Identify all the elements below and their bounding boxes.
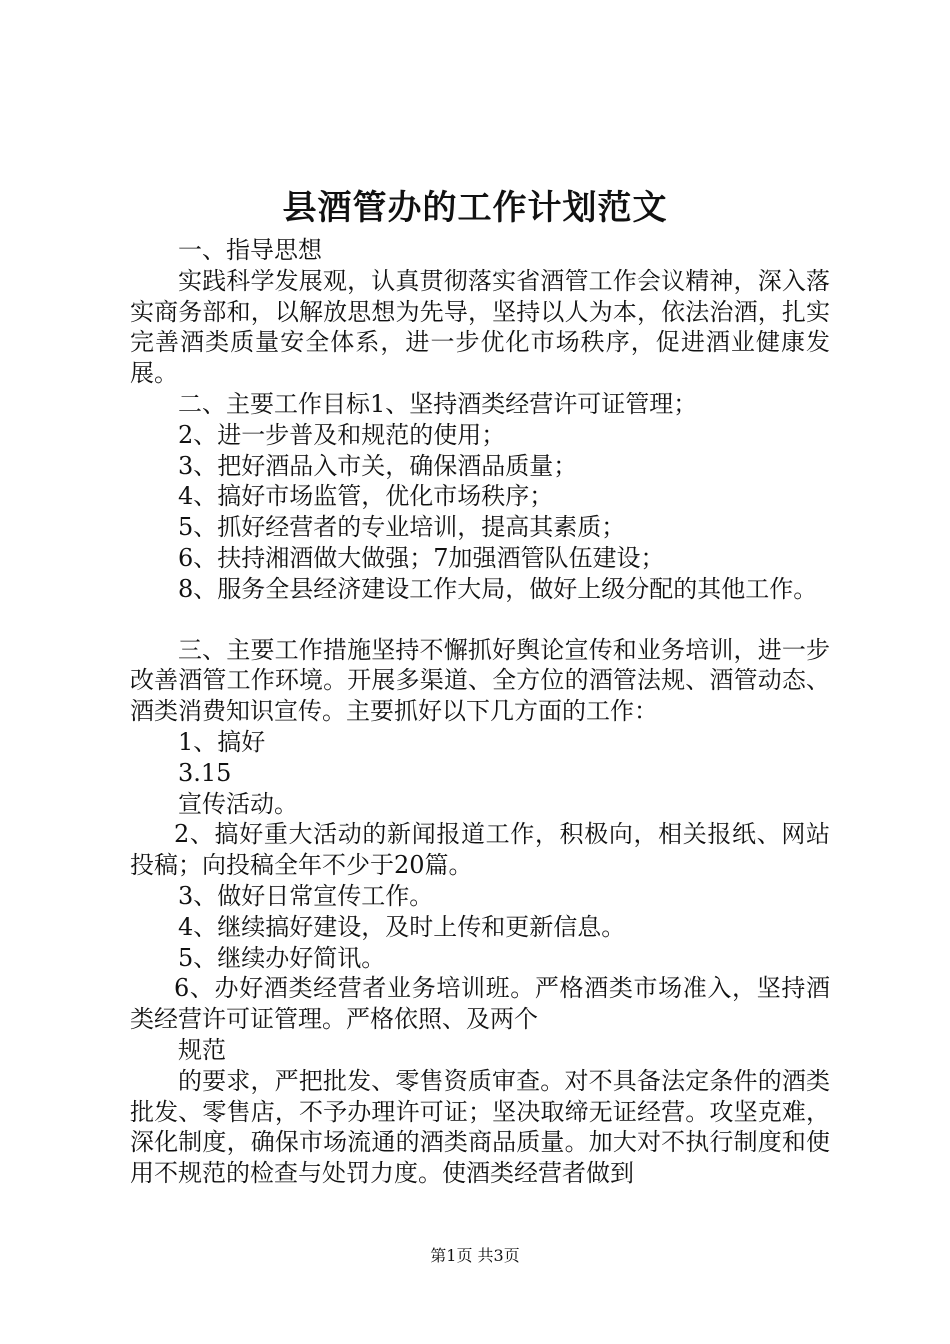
list-item: 2、进一步普及和规范的使用； bbox=[178, 420, 506, 449]
paragraph: 的要求，严把批发、零售资质审查。对不具备法定条件的酒类批发、零售店，不予办理许可证；坚决取缔无证经营。攻坚克难，深化制度，确保市场流通的酒类商品质量。加大对不执行制度和使用不规范的检查与处罚力度。使酒类经营者做到 bbox=[130, 1066, 830, 1188]
list-item: 2、搞好重大活动的新闻报道工作，积极向，相关报纸、网站投稿；向投稿全年不少于20篇。 bbox=[130, 820, 830, 880]
section-heading-guiding-thought: 一、指导思想 bbox=[178, 236, 322, 264]
list-item: 5、抓好经营者的专业培训，提高其素质； bbox=[178, 513, 626, 542]
list-item: 6、办好酒类经营者业务培训班。严格酒类市场准入，坚持酒类经营许可证管理。严格依照、及两个 bbox=[130, 974, 830, 1034]
list-item: 4、继续搞好建设，及时上传和更新信息。 bbox=[178, 912, 626, 941]
paragraph: 3.15 bbox=[178, 758, 232, 787]
section-heading-measures: 三、主要工作措施坚持不懈抓好舆论宣传和业务培训，进一步改善酒管工作环境。开展多渠道、全方位的酒管法规、酒管动态、酒类消费知识宣传。主要抓好以下几方面的工作： bbox=[130, 635, 830, 726]
list-item: 3、把好酒品入市关，确保酒品质量； bbox=[178, 451, 578, 480]
document-body bbox=[130, 235, 830, 1189]
list-item: 5、继续办好简讯。 bbox=[178, 943, 386, 972]
list-item: 4、搞好市场监管，优化市场秩序； bbox=[178, 482, 554, 511]
paragraph: 实践科学发展观，认真贯彻落实省酒管工作会议精神，深入落实商务部和，以解放思想为先导，坚持以人为本，依法治酒，扎实完善酒类质量安全体系，进一步优化市场秩序，促进酒业健康发展。 bbox=[130, 266, 830, 388]
document-title: 县酒管办的工作计划范文 bbox=[282, 188, 668, 228]
list-item: 3、做好日常宣传工作。 bbox=[178, 881, 434, 910]
section-heading-goals: 二、主要工作目标1、坚持酒类经营许可证管理； bbox=[178, 389, 698, 418]
paragraph-gap bbox=[130, 605, 830, 635]
paragraph: 宣传活动。 bbox=[178, 789, 298, 818]
page-footer: 第1页 共3页 bbox=[430, 1246, 520, 1265]
list-item: 1、搞好 bbox=[178, 727, 266, 756]
list-item: 6、扶持湘酒做大做强；7加强酒管队伍建设； bbox=[178, 543, 665, 572]
list-item: 8、服务全县经济建设工作大局，做好上级分配的其他工作。 bbox=[178, 574, 818, 603]
paragraph: 规范 bbox=[178, 1035, 226, 1064]
